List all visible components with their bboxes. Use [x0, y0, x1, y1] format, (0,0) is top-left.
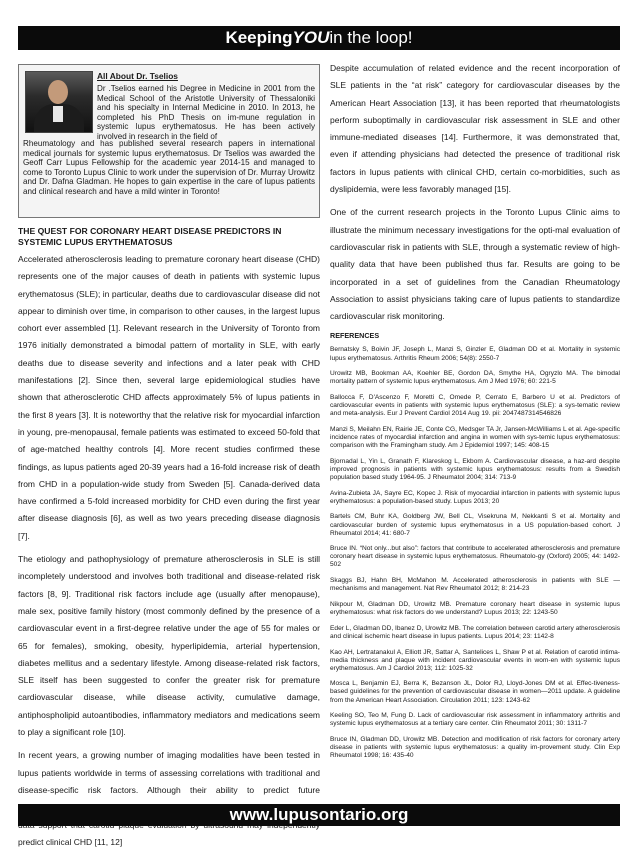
photo-collar — [53, 106, 63, 122]
bio-title: All About Dr. Tselios — [97, 71, 178, 81]
reference-item: Keeling SO, Teo M, Fung D. Lack of cardiovascular risk assessment in inflammatory arthritis and systemic lupus erythematosus at a tertiary care center. Clin Rheumatol 2011; 30: 1311-7 — [330, 712, 620, 728]
references-heading: REFERENCES — [330, 331, 380, 341]
author-photo — [25, 71, 93, 133]
reference-item: Bjornadal L, Yin L, Granath F, Klareskog L, Ekbom A. Cardiovascular disease, a haz-ard despite improved prognosis in patients with systemic lupus erythematosus: results from a Swedish population based study 1964-95. J Rheumatol 2004; 314: 713-9 — [330, 457, 620, 481]
article-title: THE QUEST FOR CORONARY HEART DISEASE PREDICTORS IN SYSTEMIC LUPUS ERYTHEMATOSUS — [18, 226, 282, 247]
article-paragraph: Despite accumulation of related evidence and the recent incorporation of SLE patients in the “at risk” category for cardiovascular diseases by the American Heart Association [13], it has been reported that rheumatologists perform suboptimally in cardiovascular risk assessment in SLE and other immune-mediated diseases [14]. Furthermore, it was demonstrated that, even if attending physicians had detected the presence of traditional risk factors in lupus patients with clinical CHD, certain co-morbidities, such as dyslipidemia, were less favorably managed [15]. — [330, 63, 620, 195]
reference-item: Eder L, Gladman DD, Ibanez D, Urowitz MB. The correlation between carotid artery atherosclerosis and clinical ischemic heart disease in lupus patients. Lupus 2014; 23: 1142-8 — [330, 624, 620, 640]
reference-item: Avina-Zubieta JA, Sayre EC, Kopec J. Risk of myocardial infarction in patients with systemic lupus erythematosus: a population-based study. Lupus 2013; 20 — [330, 489, 620, 505]
reference-item: Bruce IN. “Not only...but also”: factors that contribute to accelerated atherosclerosis and premature coronary heart disease in systemic lupus erythematosus. Rheumatolo-gy (Oxford) 2005; 44: 1492-502 — [330, 545, 620, 569]
left-column — [18, 222, 320, 851]
article-paragraph: In recent years, a growing number of imaging modalities have been tested in lupus patients worldwide in terms of assessing correlations with traditional and disease-specific risk factors. Although their ability to predict future predict clinical CHD [11, 12] — [18, 750, 320, 847]
reference-item: Nikpour M, Gladman DD, Urowitz MB. Premature coronary heart disease in systemic lupus erythematosus: what risk factors do we understand? Lupus 2013; 22: 1243-50 — [330, 600, 620, 617]
references-list — [330, 346, 620, 760]
article-paragraph: The etiology and pathophysiology of premature atherosclerosis in SLE is still incompletely understood and involves both traditional and disease-related risk factors [8, 9]. Traditional risk factors include age (usually after menopause), male sex, positive family history (most commonly defined by the presence of a cardiovascular event in a first-degree relative under the age of 55 for males or 65 for females), smoking, obesity, hyperlipidemia, arterial hypertension, diabetes mellitus and a sedentary lifestyle. Among disease-related risk factors, SLE itself has been suggested to confer the greater risk for premature cardiovascular disease, while disease activity, cumulative damage, antiphospholipid autoantibodies, inflammatory mediators and medications seem to play a significant role [10]. — [18, 554, 320, 738]
reference-item: Bruce IN, Gladman DD, Urowitz MB. Detection and modification of risk factors for coronary artery disease in patients with systemic lupus erythematosus: a quality im-provement study. Clin Exp Rheumatol 1998; 16: 435-40 — [330, 736, 620, 760]
header-banner — [18, 26, 620, 50]
reference-item: Bartels CM, Buhr KA, Goldberg JW, Bell CL, Visekruna M, Nekkanti S et al. Mortality and cardiovascular burden of systemic lupus erythematosus in a US population-based cohort. J Rheumatol 2014; 41: 680-7 — [330, 513, 620, 537]
reference-item: Skaggs BJ, Hahn BH, McMahon M. Accelerated atherosclerosis in patients with SLE — mechanisms and management. Nat Rev Rheumatol 2012; 8: 214-23 — [330, 577, 620, 593]
reference-item: Mosca L, Benjamin EJ, Berra K, Bezanson JL, Dolor RJ, Lloyd-Jones DM et al. Effec-tiveness-based guidelines for the prevention of cardiovascular disease in women—2011 update. A guideline from the American Heart Association. Circulation 2011; 123: 1243-62 — [330, 680, 620, 704]
reference-item: Manzi S, Meilahn EN, Rairie JE, Conte CG, Medsger TA Jr, Jansen-McWilliams L et al. Age-specific incidence rates of myocardial infarction and angina in women with sys-temic lupus erythematosus: comparison with the Framingham study. Am J Epidemiol 1997; 145: 408-15 — [330, 425, 620, 450]
photo-head — [48, 80, 68, 104]
header-text-keeping: Keeping — [225, 28, 293, 47]
reference-item: Bernatsky S, Boivin JF, Joseph L, Manzi S, Ginzler E, Gladman DD et al. Mortality in systemic lupus erythematosus. Arthritis Rheum 2006; 54(8): 2550-7 — [330, 346, 620, 362]
bio-box — [18, 64, 320, 218]
article-paragraph: One of the current research projects in the Toronto Lupus Clinic aims to illustrate the minimum necessary investigations for the opti-mal evaluation of cardiovascular risk in patients with SLE, through a systematic review of high-quality data that have been published thus far. Results are going to be incorporated in a set of guidelines from the Canadian Rheumatology Association to assist physicians taking care of lupus patients to standardize cardiovascular risk monitoring. — [330, 207, 620, 322]
header-text-loop: in the loop! — [329, 28, 413, 47]
reference-item: Kao AH, Lertratanakul A, Elliott JR, Sattar A, Santelices L, Shaw P et al. Relation of carotid intima-media thickness and plaque with incident cardiovascular events in wom-en with systemic lupus erythematosus. Am J Cardiol 2013; 112: 1025-32 — [330, 648, 620, 672]
reference-item: Urowitz MB, Bookman AA, Koehler BE, Gordon DA, Smythe HA, Ogryzlo MA. The bimodal mortality pattern of systemic lupus erythematosus. Am J Med 1976; 60: 221-5 — [330, 370, 620, 386]
footer-url[interactable]: www.lupusontario.org — [229, 805, 409, 824]
footer-banner — [18, 804, 620, 826]
reference-item: Ballocca F, D'Ascenzo F, Moretti C, Omede P, Cerrato E, Barbero U et al. Predictors of cardiovascular events in patients with systemic lupus erythematosus (SLE): a sys-tematic review and meta-analysis. Eur J Prevent Cardiol 2014 Aug 19. pii: 2047487314546826 — [330, 394, 620, 418]
header-text-you: YOU — [292, 28, 330, 47]
right-column — [330, 60, 620, 768]
article-paragraph: Accelerated atherosclerosis leading to premature coronary heart disease (CHD) represents one of the major causes of death in patients with systemic lupus erythematosus (SLE); in particular, deaths due to cardiovascular disease did not appear to diminish over time, in comparison to other causes, in the largest lupus cohort ever assembled [1]. Relevant research in the University of Toronto from 1976 initially demonstrated a bimodal pattern of mortality in SLE, with early deaths due to disease severity and infections and a later peak with CHD manifestations [2]. Since then, several large epidemiological studies have shown that atherosclerotic CHD affects approximately 5% of lupus patients in the first 8 years [3]. It is noteworthy that the relative risk for myocardial infarction in young, pre-menopausal, female patients was estimated to exceed 50-fold that of age-matched healthy controls [4]. More recent studies confirmed these findings, as lupus patients aged 20-39 years had a 16-fold increase risk of death from CHD in a population-wide study from Sweden [5]. Canada-derived data have confirmed a 5-fold increased morbidity for CHD even during the first year after disease diagnosis [6], as well as two years preceding disease diagnosis [7]. — [18, 254, 320, 541]
bio-text-bottom: Rheumatology and has published several research papers in international medical journals for systemic lupus erythematosus. Dr Tselios was awarded the Geoff Carr Lupus Fellowship for the academic year 2014-15 and managed to come to Toronto Lupus Clinic to work under the supervision of Dr. Murray Urowitz and Dr. Dafna Gladman. He hopes to gain expertise in the care of lupus patients and clinical research and have a mild winter in Toronto! — [23, 139, 315, 196]
bio-text-top: Dr .Tselios earned his Degree in Medicine in 2001 from the Medical School of the Aristotle University of Thessaloniki and his specialty in Internal Medicine in 2010. In 2013, he completed his PhD Thesis on im-mune regulation in systemic lupus erythematosus. He has been actively involved in research in the field of — [97, 84, 315, 141]
